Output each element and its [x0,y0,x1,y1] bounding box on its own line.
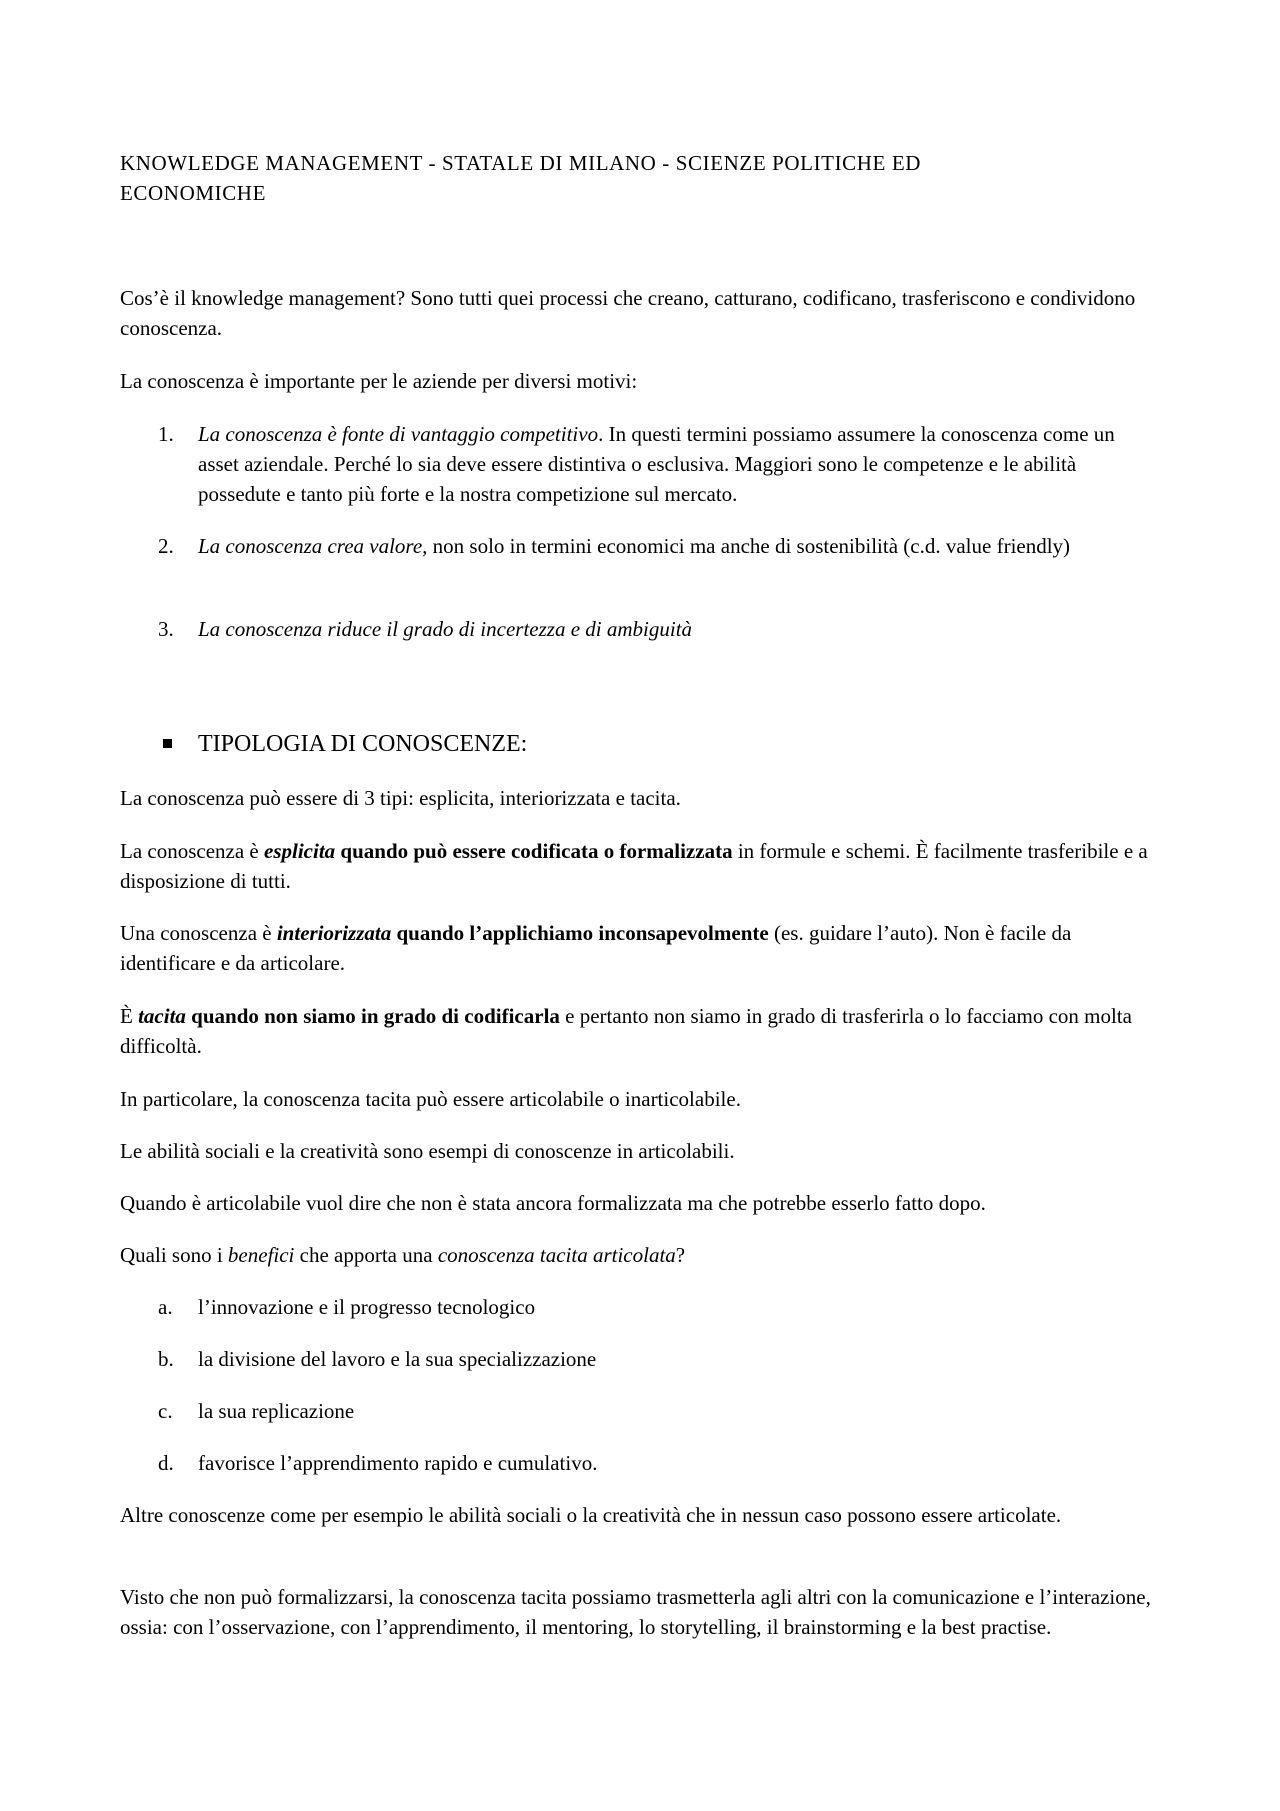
internal-term: interiorizzata [276,921,392,945]
list-item-text: la divisione del lavoro e la sua specializzazione [198,1347,597,1371]
section-title: TIPOLOGIA DI CONOSCENZE: [198,731,528,757]
list-item-text: favorisce l’apprendimento rapido e cumulativo. [198,1451,598,1475]
tacit-term: tacita [138,1004,186,1028]
tacit-paragraph: È tacita quando non siamo in grado di codificarla e pertanto non siamo in grado di trasferirla o lo facciamo con molta difficoltà. [120,1004,1132,1058]
list-marker: 2. [158,534,174,558]
explicit-term: esplicita [264,839,336,863]
particular-paragraph: In particolare, la conoscenza tacita può essere articolabile o inarticolabile. [120,1087,741,1111]
list-item-text: l’innovazione e il progresso tecnologico [198,1295,536,1319]
explicit-paragraph: La conoscenza è esplicita quando può essere codificata o formalizzata in formule e schemi. È facilmente trasferibile e a disposizione di tutti. [120,839,1148,893]
intro-paragraph-2: La conoscenza è importante per le aziende per diversi motivi: [120,369,638,393]
header-line-2: ECONOMICHE [120,181,266,205]
square-bullet-icon [163,739,172,748]
list-marker: b. [158,1347,174,1371]
reason-title: La conoscenza crea valore, [198,534,428,558]
list-item-text [198,614,1158,644]
reason-description: . In questi termini possiamo assumere la conoscenza come un asset aziendale. Perché lo sia deve essere distintiva o esclusiva. Maggiori sono le competenze e le abilità possedute e tanto più forte e la nostra competizione sul mercato. [198,422,1115,506]
reason-description: non solo in termini economici ma anche di sostenibilità (c.d. value friendly) [427,534,1071,558]
header-line-1: KNOWLEDGE MANAGEMENT - STATALE DI MILANO - SCIENZE POLITICHE ED [120,151,922,175]
social-paragraph: Le abilità sociali e la creatività sono esempi di conoscenze in articolabili. [120,1139,735,1163]
list-marker: c. [158,1399,173,1423]
reason-title: La conoscenza riduce il grado di incertezza e di ambiguità [198,617,693,641]
list-marker: 3. [158,617,174,641]
benefits-question: Quali sono i benefici che apporta una conoscenza tacita articolata? [120,1243,686,1267]
closing-paragraph-2: Visto che non può formalizzarsi, la conoscenza tacita possiamo trasmetterla agli altri con la comunicazione e l’interazione, ossia: con l’osservazione, con l’apprendimento, il mentoring, lo storytelling, il brainstorming e la best practise. [120,1585,1151,1639]
closing-paragraph-1: Altre conoscenze come per esempio le abilità sociali o la creatività che in nessun caso possono essere articolate. [120,1503,1062,1527]
when-paragraph: Quando è articolabile vuol dire che non è stata ancora formalizzata ma che potrebbe esserlo fatto dopo. [120,1191,986,1215]
list-item-text [198,531,1158,561]
document-header [120,148,1160,208]
reason-title: La conoscenza è fonte di vantaggio competitivo [198,422,599,446]
intro-paragraph-1: Cos’è il knowledge management? Sono tutti quei processi che creano, catturano, codificano, trasferiscono e condividono conoscenza. [120,286,1136,340]
list-marker: a. [158,1295,173,1319]
list-item-text [198,419,1158,509]
types-paragraph: La conoscenza può essere di 3 tipi: esplicita, interiorizzata e tacita. [120,786,681,810]
list-marker: 1. [158,422,174,446]
list-marker: d. [158,1451,174,1475]
list-item-text: la sua replicazione [198,1399,355,1423]
internal-paragraph: Una conoscenza è interiorizzata quando l’applichiamo inconsapevolmente (es. guidare l’auto). Non è facile da identificare e da articolare. [120,921,1072,975]
